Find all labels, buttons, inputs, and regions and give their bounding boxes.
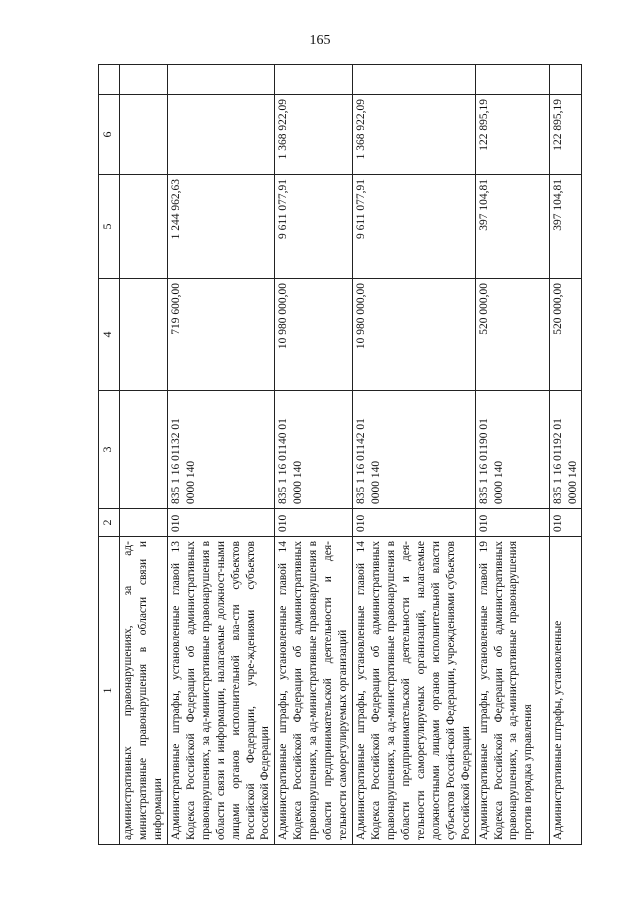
table-row — [475, 65, 549, 845]
table-row — [353, 65, 476, 845]
row-expected: 122 895,19 — [549, 95, 582, 175]
row-blank-cell — [475, 65, 549, 95]
row-name: Административные штрафы, установленные главой 19 Кодекса Российской Федерации об административных правонарушениях, за ад-министративные правонарушения против порядка управления — [475, 537, 549, 845]
table-rotation-frame — [98, 65, 579, 845]
header-row — [99, 65, 120, 845]
row-blank-cell — [120, 65, 168, 95]
row-name: Административные штрафы, установленные главой 13 Кодекса Российской Федерации об административных правонарушениях, за ад-министративные правонарушения в области связи и информации, налагаемые должност-ными лицами органов исполнительной вла-сти субъектов Российской Федерации, учре-ждениями субъектов Российской Федерации — [167, 537, 275, 845]
table-row — [275, 65, 353, 845]
row-name: Административные штрафы, установленные главой 14 Кодекса Российской Федерации об административных правонарушениях, за ад-министративные правонарушения в области предпринимательской деятельности и дея-тельности саморегулируемых организаций — [275, 537, 353, 845]
header-col-5: 5 — [99, 175, 120, 279]
header-col-2: 2 — [99, 509, 120, 537]
row-plan: 719 600,00 — [167, 279, 275, 391]
row-fact: 397 104,81 — [549, 175, 582, 279]
row-plan: 520 000,00 — [549, 279, 582, 391]
table-row — [549, 65, 582, 845]
row-fact: 9 611 077,91 — [275, 175, 353, 279]
row-kbk: 835 1 16 01140 01 0000 140 — [275, 391, 353, 509]
row-kbk: 835 1 16 01142 01 0000 140 — [353, 391, 476, 509]
row-name: Административные штрафы, установленные — [549, 537, 582, 845]
row-plan: 520 000,00 — [475, 279, 549, 391]
row-expected: 1 368 922,09 — [353, 95, 476, 175]
table-row — [120, 65, 168, 845]
row-blank-cell — [275, 65, 353, 95]
row-admin-code: 010 — [353, 509, 476, 537]
row-kbk: 835 1 16 01192 01 0000 140 — [549, 391, 582, 509]
row-admin-code: 010 — [167, 509, 275, 537]
row-fact: 1 244 962,63 — [167, 175, 275, 279]
row-blank-cell — [353, 65, 476, 95]
header-col-6: 6 — [99, 95, 120, 175]
row-name: Административные штрафы, установленные главой 14 Кодекса Российской Федерации об административных правонарушениях, за ад-министративные правонарушения в области предпринимательской деятельности и дея-тельности саморегулируемых организаций, налагаемые должностными лицами органов исполнительной власти субъектов Россий-ской Федерации, учреждениями субъектов Российской Федерации — [353, 537, 476, 845]
row-plan — [120, 279, 168, 391]
header-col-1: 1 — [99, 537, 120, 845]
header-col-blank — [99, 65, 120, 95]
row-fact: 9 611 077,91 — [353, 175, 476, 279]
row-admin-code: 010 — [475, 509, 549, 537]
row-admin-code: 010 — [275, 509, 353, 537]
row-expected: 1 368 922,09 — [275, 95, 353, 175]
row-blank-cell — [549, 65, 582, 95]
row-expected — [120, 95, 168, 175]
row-admin-code: 010 — [549, 509, 582, 537]
row-fact: 397 104,81 — [475, 175, 549, 279]
row-admin-code — [120, 509, 168, 537]
row-kbk — [120, 391, 168, 509]
row-expected — [167, 95, 275, 175]
row-name: административных правонарушениях, за ад-министративные правонарушения в области связи и информации — [120, 537, 168, 845]
revenue-table — [98, 64, 582, 845]
row-fact — [120, 175, 168, 279]
row-expected: 122 895,19 — [475, 95, 549, 175]
table-row — [167, 65, 275, 845]
row-kbk: 835 1 16 01190 01 0000 140 — [475, 391, 549, 509]
header-col-4: 4 — [99, 279, 120, 391]
header-col-3: 3 — [99, 391, 120, 509]
row-plan: 10 980 000,00 — [353, 279, 476, 391]
page-number: 165 — [309, 33, 331, 48]
rotated-table-container — [98, 65, 579, 845]
row-kbk: 835 1 16 01132 01 0000 140 — [167, 391, 275, 509]
row-plan: 10 980 000,00 — [275, 279, 353, 391]
row-blank-cell — [167, 65, 275, 95]
